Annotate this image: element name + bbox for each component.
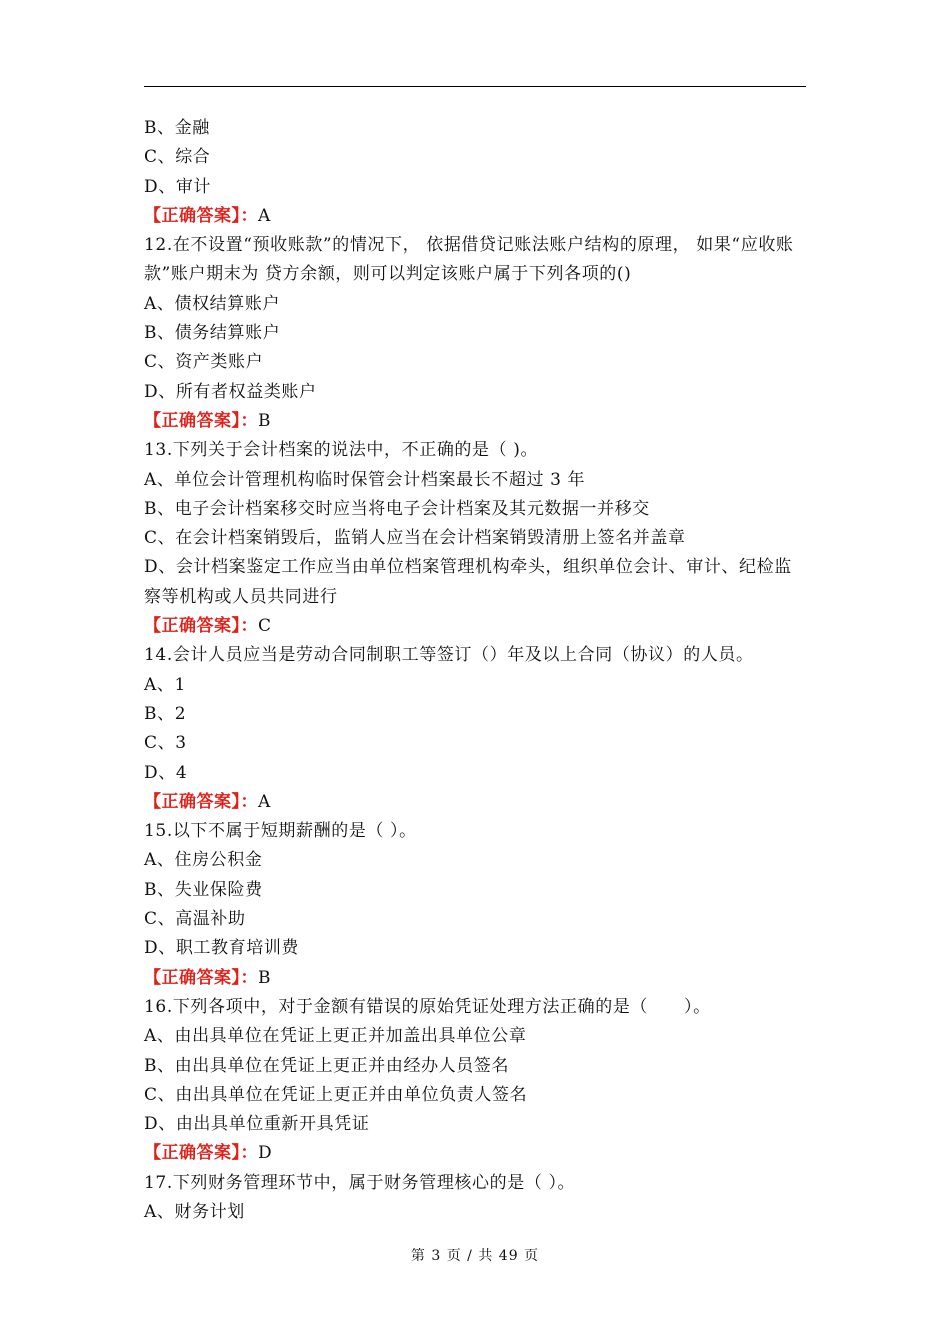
option-text: A、由出具单位在凭证上更正并加盖出具单位公章: [144, 1026, 527, 1047]
option-text: C、综合: [144, 147, 211, 168]
answer-value: A: [258, 791, 271, 812]
option-text: D、4: [144, 762, 188, 783]
option-text: C、3: [144, 733, 187, 754]
answer-label: 【正确答案】：: [144, 616, 258, 637]
answer-value: B: [258, 967, 272, 988]
answer-label: 【正确答案】：: [144, 205, 258, 226]
answer-label: 【正确答案】：: [144, 967, 258, 988]
correct-answer: [144, 407, 808, 436]
answer-value: A: [258, 205, 271, 226]
option-text: D、会计档案鉴定工作应当由单位档案管理机构牵头，组织单位会计、审计、纪检监察等机构或人员共同进行: [144, 557, 792, 607]
option-text: C、高温补助: [144, 909, 246, 930]
answer-label: 【正确答案】：: [144, 791, 258, 812]
option-text: B、失业保险费: [144, 879, 263, 900]
answer-value: C: [258, 616, 272, 637]
option-text: B、电子会计档案移交时应当将电子会计档案及其元数据一并移交: [144, 498, 650, 519]
correct-answer: [144, 788, 808, 817]
question-text: 12.在不设置“预收账款”的情况下， 依据借贷记账法账户结构的原理， 如果“应收账款”账户期末为 贷方余额，则可以判定该账户属于下列各项的(): [144, 235, 794, 285]
question-text: 16.下列各项中，对于金额有错误的原始凭证处理方法正确的是（ ）。: [144, 996, 711, 1017]
option-text: D、由出具单位重新开具凭证: [144, 1114, 370, 1135]
question-text: 14.会计人员应当是劳动合同制职工等签订（）年及以上合同（协议）的人员。: [144, 645, 754, 666]
option-text: D、职工教育培训费: [144, 938, 300, 959]
option-text: B、由出具单位在凭证上更正并由经办人员签名: [144, 1055, 510, 1076]
answer-label: 【正确答案】：: [144, 1143, 258, 1164]
option-text: A、住房公积金: [144, 850, 263, 871]
option-text: A、1: [144, 674, 186, 695]
option-text: B、金融: [144, 118, 210, 138]
option-text: C、在会计档案销毁后，监销人应当在会计档案销毁清册上签名并盖章: [144, 528, 686, 549]
question-text: 17.下列财务管理环节中，属于财务管理核心的是（ ）。: [144, 1172, 576, 1193]
correct-answer: [144, 202, 808, 231]
question-text: 13.下列关于会计档案的说法中，不正确的是（ )。: [144, 440, 539, 461]
question-text: 15.以下不属于短期薪酬的是（ ）。: [144, 821, 417, 842]
page-content: [144, 114, 808, 1227]
option-text: A、财务计划: [144, 1201, 245, 1222]
option-text: A、债权结算账户: [144, 293, 281, 314]
option-text: D、审计: [144, 176, 212, 197]
answer-label: 【正确答案】：: [144, 410, 258, 431]
option-text: B、2: [144, 703, 187, 724]
option-text: B、债务结算账户: [144, 323, 281, 344]
answer-value: B: [258, 410, 272, 431]
option-text: D、所有者权益类账户: [144, 381, 317, 402]
option-text: C、资产类账户: [144, 352, 264, 373]
page-footer: 第 3 页 / 共 49 页: [410, 1248, 540, 1264]
correct-answer: [144, 1139, 808, 1168]
correct-answer: [144, 612, 808, 641]
correct-answer: [144, 964, 808, 993]
option-text: C、由出具单位在凭证上更正并由单位负责人签名: [144, 1084, 528, 1105]
option-text: A、单位会计管理机构临时保管会计档案最长不超过 3 年: [144, 469, 586, 490]
answer-value: D: [258, 1143, 273, 1164]
header-rule: [144, 86, 806, 87]
